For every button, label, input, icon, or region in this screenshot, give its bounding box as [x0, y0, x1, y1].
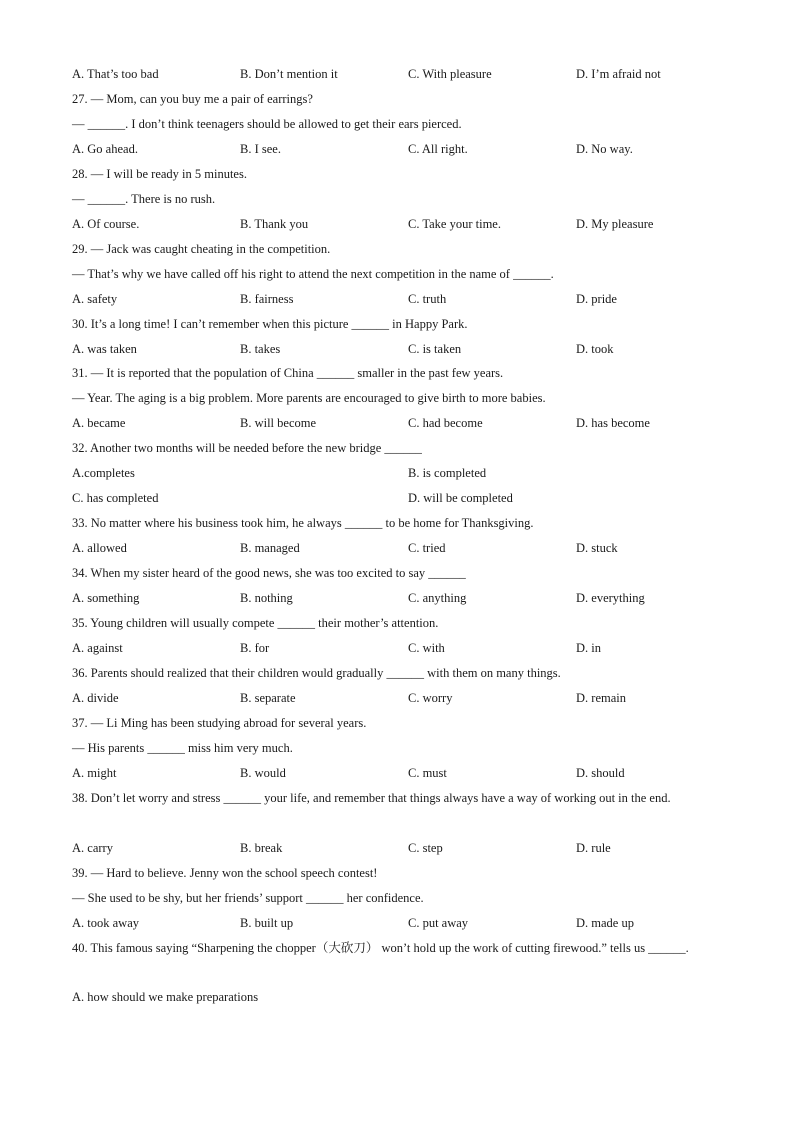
answer-option: C. has completed: [72, 491, 159, 505]
question-line: — ______. There is no rush.: [72, 192, 216, 206]
answer-option: C. is taken: [408, 342, 462, 356]
answer-option: C. truth: [408, 292, 447, 306]
question-text-wrapped: 38. Don’t let worry and stress ______ your life, and remember that things always have a way of working out in the end.: [72, 791, 671, 805]
question-line: 33. No matter where his business took him, he always ______ to be home for Thanksgiving.: [72, 516, 534, 530]
answer-option: A. divide: [72, 691, 119, 705]
answer-option: C. All right.: [408, 142, 468, 156]
question-line: 31. — It is reported that the population of China ______ smaller in the past few years.: [72, 366, 504, 380]
question-line: — ______. I don’t think teenagers should be allowed to get their ears pierced.: [72, 117, 462, 131]
question-line: 28. — I will be ready in 5 minutes.: [72, 167, 247, 181]
question-line: — Year. The aging is a big problem. More parents are encouraged to give birth to more babies.: [72, 391, 546, 405]
answer-option: D. rule: [576, 841, 611, 855]
answer-option: D. has become: [576, 416, 650, 430]
answer-option: B. nothing: [240, 591, 293, 605]
answer-option: B. I see.: [240, 142, 281, 156]
question-line: 34. When my sister heard of the good news, she was too excited to say ______: [72, 566, 466, 580]
question-line: 32. Another two months will be needed before the new bridge ______: [72, 441, 422, 455]
answer-option: A. took away: [72, 916, 139, 930]
question-line: 27. — Mom, can you buy me a pair of earrings?: [72, 92, 313, 106]
answer-option: D. My pleasure: [576, 217, 654, 231]
question-line: — His parents ______ miss him very much.: [72, 741, 293, 755]
answer-option: D. should: [576, 766, 625, 780]
answer-option: A. safety: [72, 292, 118, 306]
answer-option: D. pride: [576, 292, 617, 306]
answer-option: B. takes: [240, 342, 281, 356]
answer-option: A.completes: [72, 466, 135, 480]
answer-option: C. had become: [408, 416, 483, 430]
answer-option: D. stuck: [576, 541, 618, 555]
answer-option: B. for: [240, 641, 270, 655]
answer-option: D. made up: [576, 916, 634, 930]
answer-option: D. everything: [576, 591, 645, 605]
answer-option: D. I’m afraid not: [576, 67, 661, 81]
answer-option: B. will become: [240, 416, 317, 430]
answer-option: B. is completed: [408, 466, 487, 480]
answer-option: A. something: [72, 591, 140, 605]
answer-option: C. Take your time.: [408, 217, 501, 231]
question-text-wrapped: 40. This famous saying “Sharpening the chopper（大砍刀） won’t hold up the work of cutting firewood.” tells us ______.: [72, 941, 689, 955]
answer-option: D. will be completed: [408, 491, 513, 505]
answer-option: D. remain: [576, 691, 626, 705]
question-line: — That’s why we have called off his right to attend the next competition in the name of ______.: [72, 267, 554, 281]
question-line: 30. It’s a long time! I can’t remember when this picture ______ in Happy Park.: [72, 317, 468, 331]
question-line: 29. — Jack was caught cheating in the competition.: [72, 242, 331, 256]
answer-option: B. built up: [240, 916, 294, 930]
answer-option: C. With pleasure: [408, 67, 492, 81]
answer-option: B. managed: [240, 541, 300, 555]
answer-option: C. anything: [408, 591, 467, 605]
question-line: — She used to be shy, but her friends’ support ______ her confidence.: [72, 891, 424, 905]
question-line: A. how should we make preparations: [72, 990, 259, 1004]
answer-option: A. might: [72, 766, 117, 780]
answer-option: B. separate: [240, 691, 296, 705]
answer-option: B. fairness: [240, 292, 294, 306]
answer-option: C. with: [408, 641, 445, 655]
answer-option: B. Thank you: [240, 217, 309, 231]
answer-option: C. must: [408, 766, 447, 780]
answer-option: A. Go ahead.: [72, 142, 138, 156]
question-line: 39. — Hard to believe. Jenny won the school speech contest!: [72, 866, 378, 880]
answer-option: A. That’s too bad: [72, 67, 159, 81]
answer-option: A. carry: [72, 841, 113, 855]
answer-option: B. Don’t mention it: [240, 67, 338, 81]
question-line: 37. — Li Ming has been studying abroad for several years.: [72, 716, 367, 730]
answer-option: C. worry: [408, 691, 453, 705]
answer-option: B. would: [240, 766, 286, 780]
answer-option: D. No way.: [576, 142, 633, 156]
answer-option: A. became: [72, 416, 126, 430]
answer-option: A. allowed: [72, 541, 127, 555]
answer-option: A. Of course.: [72, 217, 140, 231]
answer-option: B. break: [240, 841, 283, 855]
answer-option: C. step: [408, 841, 443, 855]
answer-option: D. in: [576, 641, 601, 655]
answer-option: A. against: [72, 641, 123, 655]
answer-option: C. tried: [408, 541, 446, 555]
answer-option: C. put away: [408, 916, 469, 930]
question-line: 36. Parents should realized that their children would gradually ______ with them on many things.: [72, 666, 561, 680]
answer-option: D. took: [576, 342, 614, 356]
answer-option: A. was taken: [72, 342, 137, 356]
question-line: 35. Young children will usually compete ______ their mother’s attention.: [72, 616, 439, 630]
